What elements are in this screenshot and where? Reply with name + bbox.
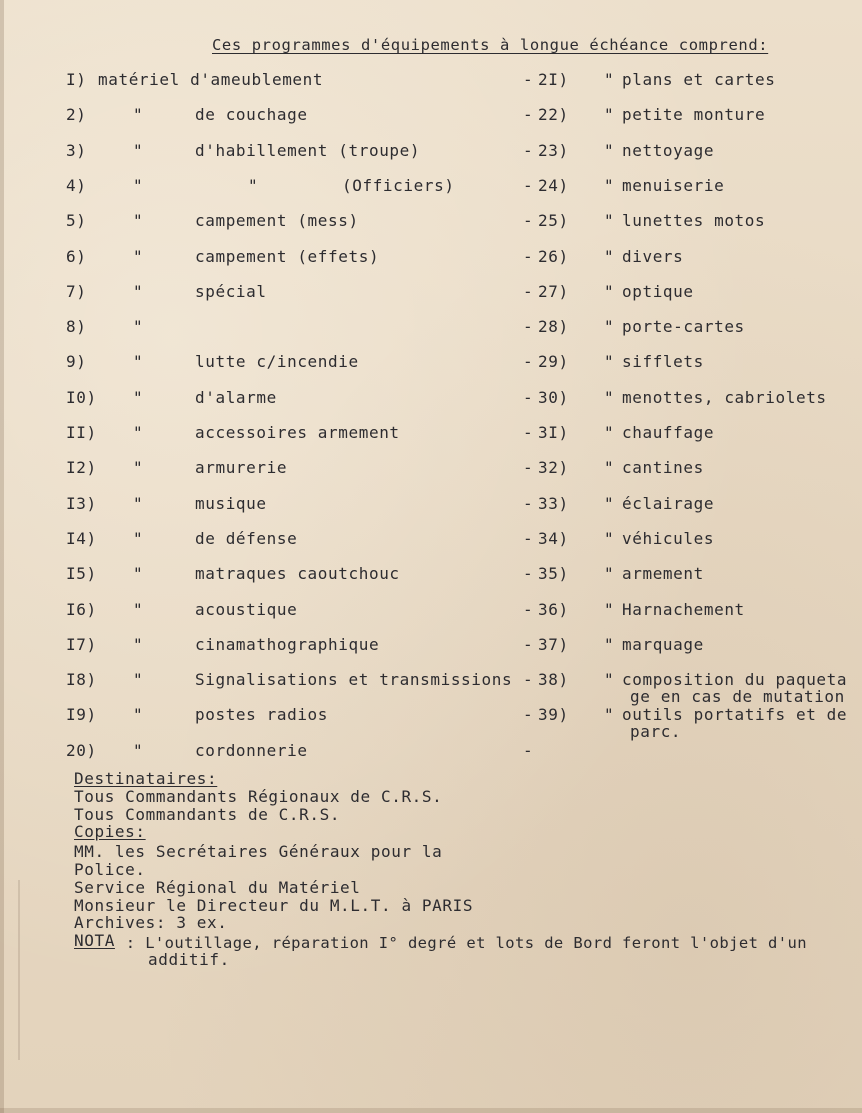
- item-label: outils portatifs et de: [622, 705, 848, 724]
- dash-separator: -: [523, 670, 534, 689]
- ditto-mark: ": [604, 141, 615, 160]
- item-number: I3): [66, 494, 97, 513]
- dash-separator: -: [523, 564, 534, 583]
- item-label: composition du paqueta: [622, 670, 848, 689]
- item-label: accessoires armement: [195, 423, 400, 442]
- item-label: cordonnerie: [195, 741, 308, 760]
- item-number: I9): [66, 705, 97, 724]
- item-number: 28): [538, 317, 569, 336]
- copies-label: Copies:: [74, 822, 146, 841]
- paper-fold-mark: [18, 880, 20, 1060]
- item-label: (Officiers): [342, 176, 455, 195]
- ditto-mark: ": [604, 282, 615, 301]
- item-number: 3): [66, 141, 87, 160]
- item-number: 22): [538, 105, 569, 124]
- ditto-mark: ": [133, 423, 144, 442]
- dash-separator: -: [523, 423, 534, 442]
- item-label: postes radios: [195, 705, 329, 724]
- dash-separator: -: [523, 247, 534, 266]
- ditto-mark: ": [604, 247, 615, 266]
- ditto-mark: ": [604, 105, 615, 124]
- item-label: d'alarme: [195, 388, 277, 407]
- item-number: 30): [538, 388, 569, 407]
- item-label: Signalisations et transmissions: [195, 670, 513, 689]
- dash-separator: -: [523, 458, 534, 477]
- dash-separator: -: [523, 635, 534, 654]
- item-number: I4): [66, 529, 97, 548]
- paper-edge-left: [0, 0, 4, 1113]
- ditto-mark: ": [604, 176, 615, 195]
- ditto-mark: ": [133, 105, 144, 124]
- item-number: 5): [66, 211, 87, 230]
- ditto-mark: ": [133, 141, 144, 160]
- dash-separator: -: [523, 529, 534, 548]
- item-number: 2): [66, 105, 87, 124]
- item-label: marquage: [622, 635, 704, 654]
- dash-separator: -: [523, 352, 534, 371]
- item-label: matériel d'ameublement: [98, 70, 324, 89]
- item-label: cantines: [622, 458, 704, 477]
- dash-separator: -: [523, 70, 534, 89]
- ditto-mark: ": [133, 564, 144, 583]
- item-label: cinamathographique: [195, 635, 380, 654]
- item-number: I5): [66, 564, 97, 583]
- item-number: I0): [66, 388, 97, 407]
- item-number: 3I): [538, 423, 569, 442]
- ditto-mark: ": [604, 388, 615, 407]
- item-number: 35): [538, 564, 569, 583]
- item-number: 26): [538, 247, 569, 266]
- ditto-mark: ": [133, 282, 144, 301]
- dash-separator: -: [523, 388, 534, 407]
- ditto-mark: ": [604, 317, 615, 336]
- ditto-mark: ": [604, 423, 615, 442]
- dash-separator: -: [523, 176, 534, 195]
- item-label: campement (effets): [195, 247, 380, 266]
- item-label: d'habillement (troupe): [195, 141, 421, 160]
- ditto-mark: ": [133, 705, 144, 724]
- ditto-mark: ": [604, 705, 615, 724]
- item-label: spécial: [195, 282, 267, 301]
- item-label: petite monture: [622, 105, 766, 124]
- item-number: 39): [538, 705, 569, 724]
- dash-separator: -: [523, 105, 534, 124]
- ditto-mark: ": [133, 211, 144, 230]
- ditto-mark: ": [133, 458, 144, 477]
- ditto-mark: ": [604, 600, 615, 619]
- item-label: Harnachement: [622, 600, 745, 619]
- item-label: armurerie: [195, 458, 288, 477]
- ditto-mark: ": [604, 529, 615, 548]
- item-number: 25): [538, 211, 569, 230]
- item-label: plans et cartes: [622, 70, 776, 89]
- item-number: 6): [66, 247, 87, 266]
- nota-label: NOTA: [74, 931, 115, 950]
- item-number: I): [66, 70, 87, 89]
- dash-separator: -: [523, 494, 534, 513]
- copy-line: MM. les Secrétaires Généraux pour la: [74, 842, 443, 861]
- item-number: 34): [538, 529, 569, 548]
- ditto-mark: ": [133, 317, 144, 336]
- archives-line: Archives: 3 ex.: [74, 913, 228, 932]
- item-number: 27): [538, 282, 569, 301]
- item-number: 4): [66, 176, 87, 195]
- item-number: 7): [66, 282, 87, 301]
- item-number: I8): [66, 670, 97, 689]
- ditto-mark: ": [133, 529, 144, 548]
- item-label: musique: [195, 494, 267, 513]
- dash-separator: -: [523, 282, 534, 301]
- item-number: 32): [538, 458, 569, 477]
- dash-separator: -: [523, 705, 534, 724]
- item-number: II): [66, 423, 97, 442]
- item-label: matraques caoutchouc: [195, 564, 400, 583]
- item-label: armement: [622, 564, 704, 583]
- item-label: campement (mess): [195, 211, 359, 230]
- ditto-mark: ": [133, 247, 144, 266]
- copy-line: Monsieur le Directeur du M.L.T. à PARIS: [74, 896, 474, 915]
- item-label: lutte c/incendie: [195, 352, 359, 371]
- destinataires-label: Destinataires:: [74, 769, 218, 788]
- paper-edge-bottom: [0, 1108, 862, 1113]
- dash-separator: -: [523, 211, 534, 230]
- item-label: lunettes motos: [622, 211, 766, 230]
- ditto-mark: ": [133, 352, 144, 371]
- item-label: optique: [622, 282, 694, 301]
- item-label: sifflets: [622, 352, 704, 371]
- dash-separator: -: [523, 141, 534, 160]
- item-label: porte-cartes: [622, 317, 745, 336]
- item-number: 23): [538, 141, 569, 160]
- item-number: 36): [538, 600, 569, 619]
- item-label-continued: ge en cas de mutation: [630, 687, 845, 706]
- copy-line: Police.: [74, 860, 146, 879]
- item-label-continued: parc.: [630, 722, 682, 741]
- item-label: nettoyage: [622, 141, 715, 160]
- dash-separator: -: [523, 600, 534, 619]
- ditto-mark: ": [133, 741, 144, 760]
- item-number: 24): [538, 176, 569, 195]
- item-label: divers: [622, 247, 684, 266]
- ditto-mark: ": [133, 670, 144, 689]
- item-number: 8): [66, 317, 87, 336]
- nota-text: : L'outillage, réparation I° degré et lots de Bord feront l'objet d'un: [116, 934, 807, 952]
- ditto-mark: ": [604, 494, 615, 513]
- ditto-mark: ": [604, 635, 615, 654]
- item-label: éclairage: [622, 494, 715, 513]
- item-label: menuiserie: [622, 176, 725, 195]
- item-label: de défense: [195, 529, 298, 548]
- recipient-line: Tous Commandants de C.R.S.: [74, 805, 341, 824]
- ditto-mark: ": [133, 388, 144, 407]
- ditto-mark: ": [133, 600, 144, 619]
- ditto-mark: ": [604, 70, 615, 89]
- item-number: 2I): [538, 70, 569, 89]
- item-label: acoustique: [195, 600, 298, 619]
- item-number: I2): [66, 458, 97, 477]
- nota-text-continued: additif.: [148, 950, 230, 969]
- item-number: 9): [66, 352, 87, 371]
- ditto-mark: ": [604, 670, 615, 689]
- ditto-mark: ": [604, 211, 615, 230]
- ditto-mark: ": [133, 494, 144, 513]
- recipient-line: Tous Commandants Régionaux de C.R.S.: [74, 787, 443, 806]
- item-number: 33): [538, 494, 569, 513]
- dash-separator: -: [523, 317, 534, 336]
- item-label: chauffage: [622, 423, 715, 442]
- item-number: 37): [538, 635, 569, 654]
- item-label: véhicules: [622, 529, 715, 548]
- copy-line: Service Régional du Matériel: [74, 878, 361, 897]
- ditto-mark: ": [604, 564, 615, 583]
- ditto-mark: ": [248, 176, 259, 195]
- item-number: 29): [538, 352, 569, 371]
- item-number: I7): [66, 635, 97, 654]
- page-heading: Ces programmes d'équipements à longue échéance comprend:: [212, 36, 769, 54]
- ditto-mark: ": [133, 176, 144, 195]
- ditto-mark: ": [604, 458, 615, 477]
- item-label: de couchage: [195, 105, 308, 124]
- item-number: 38): [538, 670, 569, 689]
- item-number: I6): [66, 600, 97, 619]
- ditto-mark: ": [133, 635, 144, 654]
- item-number: 20): [66, 741, 97, 760]
- ditto-mark: ": [604, 352, 615, 371]
- dash-separator: -: [523, 741, 534, 760]
- item-label: menottes, cabriolets: [622, 388, 827, 407]
